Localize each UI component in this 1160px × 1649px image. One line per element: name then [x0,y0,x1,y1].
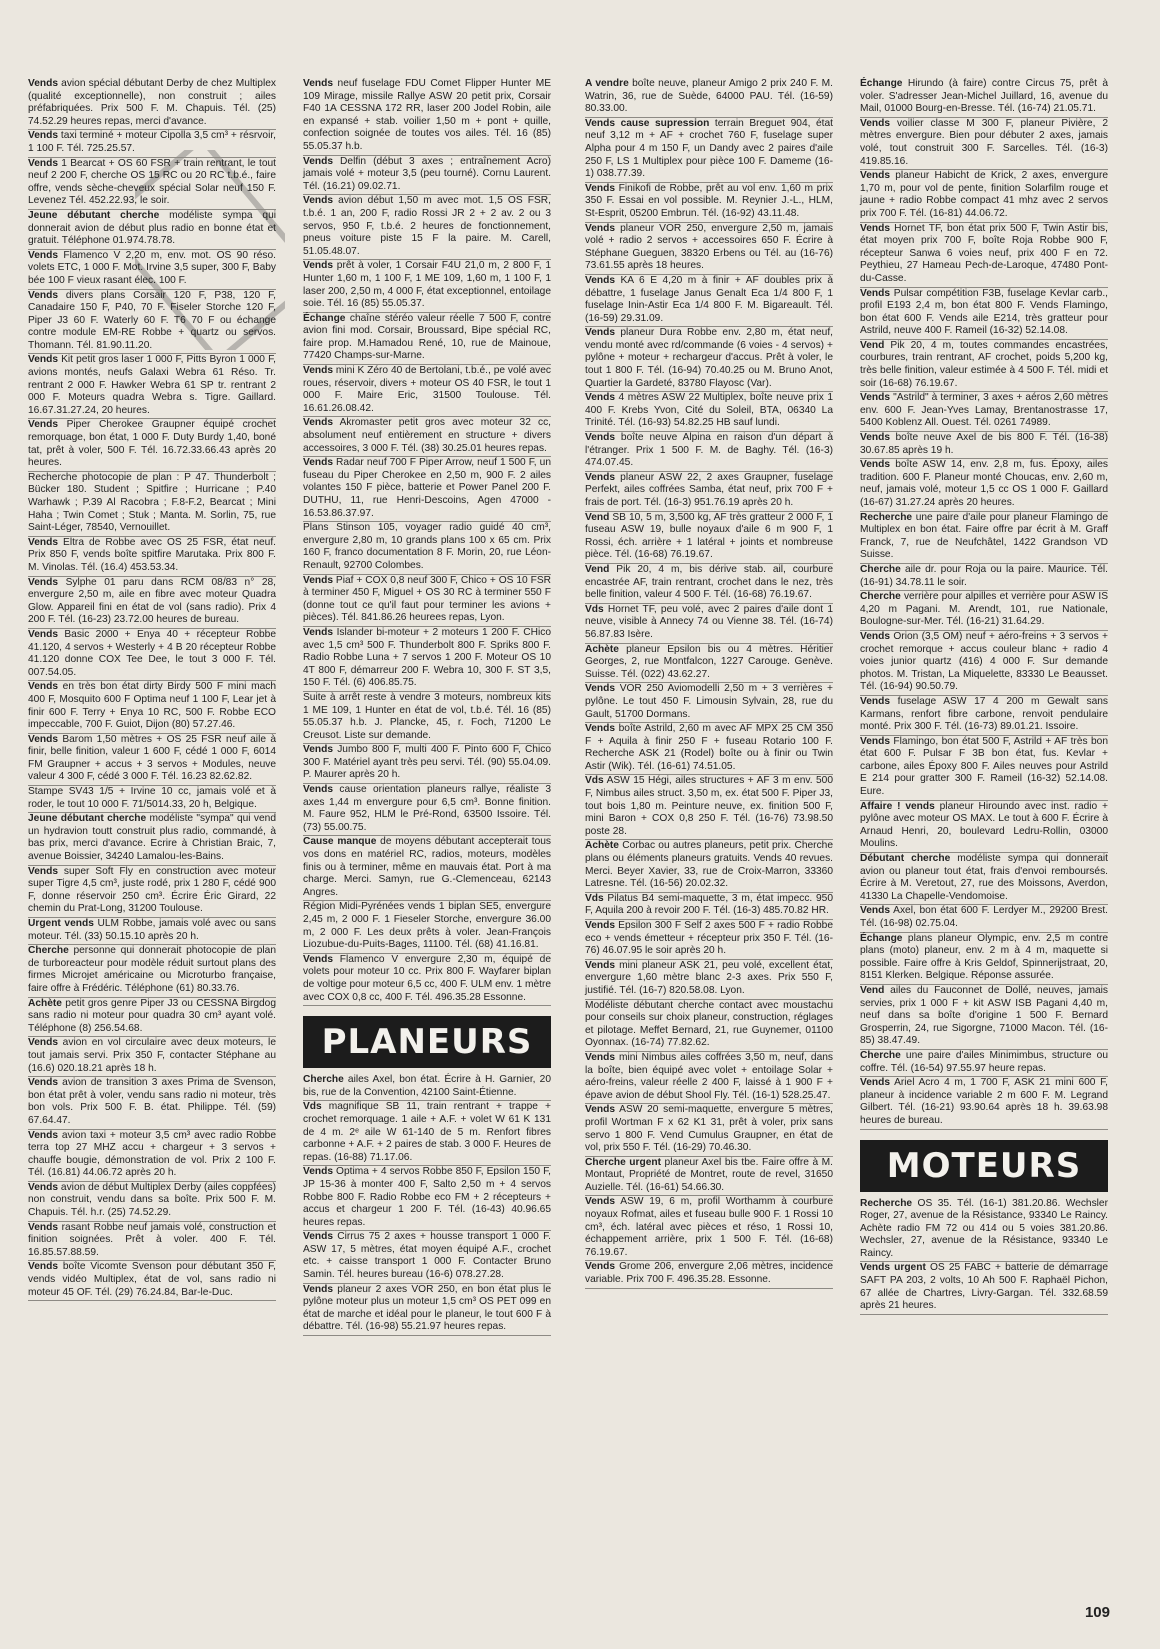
ad-keyword: Vends [28,289,59,301]
classified-ad [860,985,1108,1050]
classified-ad [585,392,833,432]
ad-text: VOR 250 Aviomodelli 2,50 m + 3 verrières + pylône. Le tout 450 F. Limousin Sylvain, 28, rue du Gault, 51700 Dormans. [585,683,833,720]
classified-ad [585,1104,833,1156]
ad-keyword: Vends [860,222,891,234]
ad-keyword: Vends [860,459,891,471]
classified-ad [585,472,833,512]
ad-keyword: Vends [28,354,59,366]
ad-keyword: Vend [585,563,610,575]
ad-text: boîte Vicomte Svenson pour débutant 350 F, vends vidéo Multiplex, état de vol, sans radio ni moteur 45 OF. Tél. (29) 76.24.84, Bar-le-Duc. [28,1261,276,1298]
ad-text: aile dr. pour Roja ou la paire. Maurice. Tél. (16-91) 34.78.11 le soir. [860,563,1108,588]
column-3 [585,78,833,1289]
ad-text: boîte Astrild, 2,60 m avec AF MPX 25 CM 350 F + Aquila à finir 250 F + fuseau Rotario 100 F. Recherche ASK 21 (Rodel) boîte ou à finir ou Twin Astir (Wik). Tél. (16-61) 74.51.05. [585,723,833,772]
ad-text: mini K Zéro 40 de Bertolani, t.b.é., pe volé avec roues, réservoir, divers + moteur OS 40 FSR, le tout 1 000 F. Maire Eric, 31500 Toulouse. Tél. 16.61.26.08.42. [303,365,551,414]
ad-keyword: Vends [303,78,334,89]
ad-text: plans planeur Olympic, env. 2,5 m contre plans (moto) planeur, env. 2 m à 4 m, maquette si possible. Faire offre à Kris Geldof, Spinnerijstraat, 20, 8151 Klerken. Belgique. Réponse assurée. [860,932,1108,982]
column-1 [28,78,276,1301]
ad-keyword: Vends [585,274,616,286]
ad-keyword: Vends [585,1104,616,1116]
classified-ad [860,118,1108,170]
ad-text: ASW 15 Hégi, ailes structures + AF 3 m env. 500 F, Nimbus ailes struct. 3,50 m, ex. état 500 F. Piper J3, tout bois 1,80 m. Peinture neuve, ex. finition 500 F, mini Baron + COX 0,8 250 F. Tél. (16-76) 73.98.50 poste 28. [585,775,833,837]
ad-text: terrain Breguet 904, état neuf 3,12 m + AF + crochet 760 F, fuselage super Alpha pour 4 m 150 F, un Dandy avec 2 paires d'aile 250 F, LS 1 Multiplex pour pièce 100 F. Dameme (16-1) 038.77.39. [585,117,833,180]
ad-text: Pulsar compétition F3B, fuselage Kevlar carb., profil E193 2,4 m, bon état 800 F. Vends Flamingo, bon état 600 F. Vends aile E214, très gratteur pour Astrild, neuve 400 F. Rameil (16-32) 52.14.08. [860,287,1108,337]
ad-text: Corbac ou autres planeurs, petit prix. Cherche plans ou éléments planeurs gratuits. Vends 40 revues. Merci. Beyer Xavier, 33, rue de Croix-Marron, 33360 Latresne. Tél. (16-56) 20.02.32. [585,840,833,890]
ad-text: mini planeur ASK 21, peu volé, excellent état, envergure 1,60 mètre blanc 2-3 axes. Prix 550 F, justifié. Tél. (16-7) 820.58.08. Lyon. [585,959,833,996]
ad-keyword: Vends [585,182,616,194]
ad-keyword: Vends [585,1261,616,1273]
classified-ad [860,340,1108,392]
ad-keyword: Vends [585,683,616,695]
ad-keyword: Vends [860,287,891,299]
classified-ad [585,683,833,723]
classified-ad [28,918,276,945]
ad-text: chaîne stéréo valeur réelle 7 500 F, contre avion fini mod. Corsair, Broussard, Bipe spécial RC, faire prop. M.Hamadou René, 10, rue de Mainoue, 77420 Champs-sur-Marne. [303,312,551,362]
classified-ad [585,432,833,472]
ad-text: divers plans Corsair 120 F, P38, 120 F, Canadaire 150 F, P40, 70 F. Fiseler Storche 120 F, Piper J3 60 F. Waterly 60 F. T6 70 F ou échange contre module EM-RE Robbe + quartz ou servos. Thomann. Tél. 81.90.11.20. [28,289,276,351]
ad-text: planeur VOR 250, envergure 2,50 m, jamais volé + radio 2 servos + accessoires 650 F. Écrire à Stéphane Gueguen, 38320 Erbens ou Tél. au (16-76) 73.61.55 après 18 heures. [585,222,833,272]
ad-text: modéliste sympa qui donnerait avion ou planeur tout état, frais d'envoi remboursés. Écrire à M. Veretout, 27, rue des Moissons, Averdon, 41330 La Chapelle-Vendomoise. [860,853,1108,902]
ad-text: Suite à arrêt reste à vendre 3 moteurs, nombreux kits 1 ME 109, 1 Hunter en état de vol, t.b.é. Tél. 16 (85) 55.05.37 h.b. J. Plancke, 45, r. Foch, 71200 Le Creusot. Liste sur demande. [303,691,551,741]
ad-keyword: Échange [303,312,346,324]
classified-ad [860,432,1108,459]
ad-text: Piaf + COX 0,8 neuf 300 F, Chico + OS 10 FSR à terminer 450 F, Miguel + OS 30 RC à terminer 550 F (donne tout ce qu'il faut pour terminer les avions + pièces). Tél. 841.86.26 heurees repas, Lyon. [303,574,551,624]
ad-text: rasant Robbe neuf jamais volé, construction et finition soignées. Prêt à voler. 400 F. Tél. 16.85.57.88.59. [28,1221,276,1258]
ad-text: cause orientation planeurs rallye, réaliste 3 axes 1,44 m envergure pour 6,5 cm³. Bonne finition. M. Faure 952, HLM le Pré-Rond, 63500 Issoire. Tél. (73) 55.00.75. [303,784,551,833]
ad-keyword: Vends [28,681,59,693]
ad-keyword: Échange [860,932,903,944]
ad-keyword: Vends [303,1231,334,1243]
classified-ad [585,512,833,564]
ad-text: planeur Habicht de Krick, 2 axes, envergure 1,70 m, pour vol de pente, finition Solarfilm rouge et jaune + radio Robbe compact 41 mhz avec 2 servos prix 700 F. Tél. (16-81) 44.06.72. [860,170,1108,219]
ad-keyword: Jeune débutant cherche [28,209,160,221]
ad-keyword: Vends [28,130,59,142]
classified-ad [28,1130,276,1182]
ad-keyword: Vends [303,744,334,756]
classified-ad [303,784,551,836]
ad-text: de moyens débutant accepterait tous vos dons en matériel RC, radios, moteurs, modèles finis ou à terminer, même en mauvais état. Port à ma charge. Merci. Samyn, rue G.-Clemenceau, 62143 Angres. [303,836,551,898]
ad-text: neuf fuselage FDU Comet Flipper Hunter ME 109 Mirage, missile Rallye ASW 20 petit prix, Corsair F40 1A CESSNA 172 RR, laser 200 Jodel Robin, aile en expansé + stab. voilier 1,50 m + pont + quille, confection soignée de toutes vos ailes. Tél. 16 (85) 55.05.37 h.b. [303,78,551,152]
ad-text: Cirrus 75 2 axes + housse transport 1 000 F. ASW 17, 5 mètres, état moyen équipé A.F., crochet etc. + caisse transport 1 000 F. Contacter Bruno Samin. Tél. heures bureau (16-6) 078.27.28. [303,1231,551,1281]
classified-ad [28,1182,276,1222]
classified-ad [303,575,551,627]
classified-ad [28,537,276,577]
ad-text: Grome 206, envergure 2,06 mètres, incidence variable. Prix 700 F. 496.35.28. Essonne. [585,1261,833,1286]
ad-text: Akromaster petit gros avec moteur 32 cc, absolument neuf entièrement en structure + divers accessoires, 3 000 F. Tél. (38) 30.25.01 heures repas. [303,417,551,454]
classified-ad [28,813,276,865]
ad-text: une paire d'aile pour planeur Flamingo de Multiplex en bon état. Faire offre par écrit à M. Graff Franck, 7, rue de Neufchâtel, 1422 Grandson VD Suisse. [860,511,1108,561]
ad-keyword: Vends [28,536,59,548]
ad-text: Hornet TF, bon état prix 500 F, Twin Astir bis, état moyen prix 700 F, boîte Roja Robbe 900 F, récepteur Sanwa 6 voies neuf, prix 400 F en 72. Peythieu, 27 Hameau Pech-de-Laroque, 47480 Pont-du-Casse. [860,222,1108,284]
ad-text: ULM Robbe, jamais volé avec ou sans moteur. Tél. (33) 50.15.10 après 20 h. [28,918,277,942]
classified-ad [860,223,1108,288]
classified-ad [860,853,1108,905]
classified-ad [303,836,551,901]
ad-text: super Soft Fly en construction avec moteur super Tigre 4,5 cm³, juste rodé, prix 1 280 F, cédé 900 F, donne réservoir 250 cm³. Écrire Éric Girard, 22 chemin du Prat-Long, 31200 Toulouse. [28,865,276,915]
ad-keyword: Vends [860,432,891,444]
ad-keyword: Vends [28,576,59,588]
classified-ad [303,156,551,196]
classified-ad [860,591,1108,631]
classified-ad [28,290,276,355]
classified-ad [28,78,276,130]
ad-keyword: Vends [303,784,334,796]
ad-keyword: Achète [28,997,62,1009]
classified-ad [303,195,551,260]
ad-text: taxi terminé + moteur Cipolla 3,5 cm³ + résrvoir, 1 100 F. Tél. 725.25.57. [28,130,276,154]
ad-text: verrière pour alpilles et verrière pour ASW IS 4,20 m Pagani. M. Arendt, 101, rue Nationale, Boulogne-sur-Mer. Tél. (16-21) 31.64.29. [860,591,1108,628]
ad-text: Kit petit gros laser 1 000 F, Pitts Byron 1 000 F, avions montés, neufs Galaxi Webra 61 Réso. Tr. rentrant 2 000 F. Hawker Webra 61 SP tr. rentrant 2 000 F. Moteurs quadra Webra s. Tigre. Gaillard. 16.67.31.27.24, 20 heures. [28,354,276,416]
ad-keyword: Vends [303,417,334,429]
ad-keyword: Vends [585,959,616,971]
ad-keyword: Recherche [860,511,913,523]
ad-text: Hirundo (à faire) contre Circus 75, prêt à voler. S'adresser Jean-Michel Juillard, 16, avenue du Mail, 01000 Bourg-en-Bresse. Tél. (16-74) 21.05.71. [860,78,1108,115]
ad-keyword: Vends [860,392,891,404]
ad-text: Modéliste débutant cherche contact avec moustachu pour conseils sur choix planeur, construction, réglages et pilotage. Meffet Bernard, 21, rue Guynemer, 01100 Oyonnax. (16-74) 77.82.62. [585,999,833,1049]
classified-ad [585,1052,833,1104]
classified-ad [585,893,833,920]
classified-ad [28,1222,276,1262]
ad-keyword: Vend [585,511,610,523]
classified-ad [303,522,551,574]
ad-keyword: Vends [860,905,891,917]
ad-text: 1 Bearcat + OS 60 FSR + train rentrant, le tout neuf 2 200 F, cherche OS 15 RC ou 20 RC t.b.é., faire offre, vends sèche-cheveux spécial Solar neuf 150 F. Levenez Tél. 452.22.93, le soir. [28,157,276,207]
ad-text: Finikofi de Robbe, prêt au vol env. 1,60 m prix 350 F. Essai en vol possible. M. Reynier J.-L., HLM, St-Esprit, 05200 Embrun. Tél. (16-92) 43.11.48. [585,182,833,219]
classified-ad [28,158,276,210]
classified-ad [303,901,551,953]
ad-text: boîte neuve, planeur Amigo 2 prix 240 F. M. Watrin, 36, rue de Suède, 64000 PAU. Tél. (16-59) 80.33.00. [585,78,833,115]
classified-ad [303,1074,551,1101]
classified-ad [28,130,276,157]
ad-keyword: Vends [585,920,616,931]
classified-ad [28,629,276,681]
classified-ad [28,786,276,813]
classified-ad [28,998,276,1038]
ad-keyword: Échange [860,78,903,89]
classified-ad [585,564,833,604]
ad-text: ASW 20 semi-maquette, envergure 5 mètres, profil Wortman F x 62 K1 31, prêt à voler, prix sans servo 1 800 F. Vend Cumulus Graupner, en état de vol, prix 550 F. Tél. (16-29) 70.46.30. [585,1104,833,1154]
section-heading: PLANEURS [303,1016,551,1068]
ad-text: planeur Hiroundo avec inst. radio + pylône avec moteur OS MAX. Le tout à 600 F. Écrire à Arnaud Henri, 20, boulevard Ledru-Rollin, 03000 Moulins. [860,800,1108,850]
ad-text: Pik 20, 4 m, toutes commandes encastrées, courbures, train rentrant, AF crochet, poids 5,200 kg, très belle finition, valeur estimée à 4 500 F. Tél. midi et soir (16-68) 76.19.67. [860,339,1108,389]
ad-keyword: Vends [860,170,891,182]
ad-keyword: Vend [860,984,885,996]
classified-ad [28,419,276,471]
ad-keyword: Vends [28,249,59,261]
ad-text: avion de transition 3 axes Prima de Svenson, bon état prêt à voler, vendu sans radio ni moteur, très bon vols. Prix 500 F. B. état. Philippe. Tél. (59) 67.64.47. [28,1077,276,1126]
ad-keyword: Vends [585,432,616,444]
ad-keyword: Vends cause supression [585,117,710,129]
ad-text: OS 35. Tél. (16-1) 381.20.86. Wechsler Roger, 27, avenue de la Résistance, 93340 Le Raincy. Achète radio FM 72 ou 414 ou 5 voies 381.20.86. Wechsler, 27, avenue de la Résistance, 93340 Le Raincy. [860,1197,1108,1259]
ad-keyword: Vends [303,155,334,167]
ad-keyword: Vends [303,365,334,377]
ad-text: une paire d'ailes Minimimbus, structure ou coffre. Tél. (16-54) 97.55.97 heure repas. [860,1049,1108,1074]
ad-text: Delfin (début 3 axes ; entraînement Acro) jamais volé + moteur 3,5 (peu tourné). Cornu Laurent. Tél. (16.21) 09.02.71. [303,155,551,192]
ad-text: OS 25 FABC + batterie de démarrage SAFT PA 203, 2 volts, 10 Ah 500 F. Raphaël Pichon, 67 allée de Chartres, Livry-Gargan. Tél. 332.68.59 après 21 heures. [860,1262,1108,1312]
ad-keyword: Vends [28,1129,59,1141]
ad-text: Radar neuf 700 F Piper Arrow, neuf 1 500 F, un fuseau du Piper Cherokee en 2,50 m, 900 F. 2 ailes volantes 150 F pièce, batterie et Power Panel 200 F. DUTHU, 11, rue Henri-Descoins, Agen 47000 - 16.53.86.37.97. [303,457,551,519]
ad-keyword: Vends [303,260,334,272]
ad-keyword: Achète [585,643,619,655]
ad-text: planeur Axel bis tbe. Faire offre à M. Montaut, Propriété de Montret, route de revel, 31650 Auzielle. Tél. (16-61) 54.66.30. [585,1156,833,1193]
classified-ad [585,723,833,775]
classified-ad [28,1077,276,1129]
ad-text: ailes du Fauconnet de Dollé, neuves, jamais servies, prix 1 000 F + kit ASW ISB Pagani 4,40 m, neuf dans sa boîte d'origine 1 500 F. Bernard Grosperrin, 24, rue Sigorgne, 71000 Macon. Tél. (16-85) 38.47.49. [860,984,1108,1047]
ad-text: Orion (3,5 OM) neuf + aéro-freins + 3 servos + crochet remorque + accus couleur blanc + radio 4 voies junior quartz (416) 4 000 F. Sur demande photos. M. Tristan, La Miquelette, 83330 Le Beausset. Tél. (16-94) 90.50.79. [860,630,1108,693]
ad-text: ailes Axel, bon état. Écrire à H. Garnier, 20 bis, rue de la Convention, 42100 Saint-Étienne. [303,1074,551,1098]
ad-text: Pilatus B4 semi-maquette, 3 m, état impecc. 950 F, Aquila 200 à revoir 200 F. Tél. (16-3) 485.70.82 HR. [585,892,833,917]
classified-ad [28,472,276,537]
ad-keyword: Vends [28,1037,59,1049]
classified-ad [303,457,551,522]
classified-ad [28,250,276,290]
ad-keyword: Cherche [860,563,901,575]
ad-text: Ariel Acro 4 m, 1 700 F, ASK 21 mini 600 F, planeur à incidence variable 2 m 600 F. M. Legrand Gilbert. Tél. (16-21) 93.90.64 après 18 h. 39.63.98 heures de bureau. [860,1077,1108,1126]
ad-keyword: Vend [860,339,885,351]
classified-ad [303,954,551,1006]
ad-text: Islander bi-moteur + 2 moteurs 1 200 F. CHico avec 1,5 cm³ 500 F. Thunderbolt 800 F. Spriks 800 F. Radio Robbe Luna + 7 servos 1 200 F. Moteur OS 10 4T 800 F, démarreur 200 F. Webra 10, 300 F. ST 3,5, 150 F. Tél. (6) 406.85.75. [303,626,551,689]
ad-text: prêt à voler, 1 Corsair F4U 21,0 m, 2 800 F, 1 Hunter 1,60 m, 1 100 F, 1 ME 109, 1,60 m, 1 100 F, 1 laser 200, 2,50 m, 4 000 F, état exceptionnel, entoilage soie. Tél. 16 (85) 55.05.37. [303,260,551,310]
classified-ad [585,1196,833,1261]
classified-ad [860,1050,1108,1077]
classified-ad [860,288,1108,340]
ad-keyword: Vds [585,603,604,615]
ad-keyword: Vends [585,471,616,483]
ad-keyword: Jeune débutant cherche [28,813,147,825]
ad-text: modéliste "sympa" qui vend un hydravion toutt construit plus radio, commandé, à bas prix, merci d'avance. Ecrire à Christian Braic, 7, avenue Boissier, 34240 Lamalou-les-Bains. [28,813,276,863]
classified-ad [860,696,1108,736]
classified-ad [585,920,833,960]
ad-text: avion début 1,50 m avec mot. 1,5 OS FSR, t.b.é. 1 an, 200 F, radio Rossi JR 2 + 2 av. 2 ou 3 servos, 950 F, t.b.é. 2 heures de fonctionnement, pneus voiture piste 15 F la paire. M. Carell, 51.05.48.07. [303,195,551,257]
ad-text: avion taxi + moteur 3,5 cm³ avec radio Robbe terra top 27 MHZ accu + chargeur + 3 servos + chauffe bougie, démonstration de vol. Prix 2 100 F. Tél. (16.81) 44.06.72 après 20 h. [28,1129,276,1179]
ad-keyword: Vends [585,1051,616,1063]
ad-keyword: Achète [585,840,619,852]
classified-ad [303,365,551,417]
classified-ad [585,840,833,892]
ad-text: Pik 20, 4 m, bis dérive stab. ail, courbure encastrée AF, train rentrant, crochet dans le nez, très belle finition, valeur 4 500 F. Tél. (16-68) 76.19.67. [585,563,833,601]
classified-ad [585,118,833,183]
ad-text: personne qui donnerait photocopie de plan de turboreacteur pour modèle réduit surtout plans des firmes Microjet américaine ou Microturbo française, faire offre à Frédéric. Téléphone (61) 80.33.76. [28,945,276,994]
classified-ad [860,905,1108,932]
ad-text: "Astrild" à terminer, 3 axes + aéros 2,60 mètres env. 600 F. Jean-Yves Lamay, Brentanostrasse 17, 5400 Koblenz All. Ouest. Tél. 0261 74989. [860,392,1108,429]
ad-keyword: Vends [28,1181,59,1193]
classified-ad [28,354,276,419]
ad-keyword: Vends urgent [860,1262,926,1274]
classified-ad [585,183,833,223]
ad-keyword: Cherche [860,1049,901,1061]
ad-keyword: Vends [585,723,616,735]
ad-text: Stampe SV43 1/5 + Irvine 10 cc, jamais volé et à roder, le tout 10 000 F. 71/5014.33, 20 h, Belgique. [28,786,276,810]
ad-text: Flamenco V 2,20 m, env. mot. OS 90 réso. volets ETC, 1 000 F. Mot. Irvine 3,5 super, 300 F, Baby bée 100 F vieux rasant élec. 100 F. [28,249,276,286]
ad-text: Axel, bon état 600 F. Lerdyer M., 29200 Brest. Tél. (16-98) 02.75.04. [860,905,1108,929]
classified-ad [860,1077,1108,1129]
ad-text: petit gros genre Piper J3 ou CESSNA Birgdog sans radio ni moteur pour quadra 30 cm³ ayant volé. Téléphone (8) 256.54.68. [28,997,276,1034]
ad-keyword: Vends [585,222,616,234]
ad-text: avion de début Multiplex Derby (ailes coppfées) non construit, vendu dans sa boîte. Prix 500 F. M. Chapuis. Tél. h.r. (25) 74.52.29. [28,1181,276,1219]
ad-keyword: Vds [585,892,604,904]
classified-ad [860,564,1108,591]
ad-keyword: Vends [28,1261,59,1273]
classified-ad [303,744,551,784]
classified-ad [585,275,833,327]
ad-keyword: Vends [303,195,334,207]
ad-text: Optima + 4 servos Robbe 850 F, Epsilon 150 F, JP 15-36 à monter 400 F, Salto 2,50 m + 4 servos Robbe 800 F. Radio Robbe eco FM + 2 récepteurs + accus et chargeur 1 200 F. Tél. (16-43) 40.96.65 heures repas. [303,1166,551,1228]
classified-ad [28,866,276,918]
ad-text: avion en vol circulaire avec deux moteurs, le tout jamais servi. Prix 350 F, contacter Stéphane au (16.6) 020.18.21 après 18 h. [28,1037,276,1074]
classified-ad [860,1198,1108,1263]
classified-ad [28,945,276,997]
ad-keyword: Cherche [860,591,901,603]
classified-ad [303,692,551,744]
ad-text: Sylphe 01 paru dans RCM 08/83 n° 28, envergure 2,50 m, aile en fibre avec moteur Quadra Glow. Appareil fini en état de vol (sans radio). Prix 4 200 F. Tél. (16-23) 23.72.00 heures de bureau. [28,576,276,626]
classified-ad [860,801,1108,853]
ad-keyword: Vds [303,1101,322,1113]
ad-keyword: Cherche [28,945,69,957]
classified-ad [585,1000,833,1052]
classified-ad [585,644,833,684]
ad-text: mini Nimbus ailes coffrées 3,50 m, neuf, dans la boîte, bien équipé avec volet + entoilage Solar + aéro-freins, valeur réelle 2 400 F, laissé à 1 900 F + épave avion de début Shool Fly. Tél. (16-1) 528.25.47. [585,1051,833,1101]
classified-ad [860,459,1108,511]
ad-text: planeur Epsilon bis ou 4 mètres. Héritier Georges, 2, rue Montfalcon, 1227 Carouge. Genève. Suisse. Tél. (022) 43.62.27. [585,643,833,680]
ad-keyword: Vends [28,628,59,640]
ad-text: en très bon état dirty Birdy 500 F mini mach 400 F, Mosquito 600 F Optima neuf 1 100 F, Lear jet à finir 600 F. Terry + Enya 10 RC, 500 F. Robbe ECO impeccable, 700 F. Guiot, Dijon (80) 57.27.46. [28,681,276,731]
ad-text: Hornet TF, peu volé, avec 2 paires d'aile dont 1 neuve, visible à Annecy 74 ou Vienne 38. Tél. (16-74) 56.87.83 Isère. [585,603,833,640]
ad-keyword: Vends [28,1221,59,1233]
ad-text: Piper Cherokee Graupner équipé crochet remorquage, bon état, 1 000 F. Duty Burdy 1,40, boné tat, prêt à voler, 500 F. Tél. 16.72.33.66.43 après 20 heures. [28,419,276,469]
classified-ad [860,78,1108,118]
ad-keyword: Vends [585,1196,616,1208]
ad-keyword: Vends [28,419,59,431]
ad-text: SB 10, 5 m, 3,500 kg, AF très gratteur 2 000 F, 1 fuseau ASW 19, bulle noyaux d'aile 6 m 900 F, 1 Rossi, éch. arrière + 1 latéral + joints et nombreuse pièce. Tél. (16-68) 76.19.67. [585,511,833,561]
ad-keyword: Vends [303,953,334,965]
classified-ad [585,327,833,392]
ad-text: magnifique SB 11, train rentrant + trappe + crochet remorquage. 1 aile + A.F. + volet W 61 K 131 de 4 m. 2ᵉ aile W 61-140 de 5 m. Renfort fibres carbonne + A.F. + 2 paires de stab. 3 000 F. Heures de repas. (16-88) 71.17.06. [303,1101,551,1163]
ad-text: planeur ASW 22, 2 axes Graupner, fuselage Perfekt, ailes coffrées Samba, état neuf, prix 700 F + frais de port. Tél. (16-3) 951.76.19 après 20 h. [585,471,833,508]
classified-ad [860,512,1108,564]
ad-text: Eltra de Robbe avec OS 25 FSR, état neuf. Prix 850 F, vends boîte spitfire Marutaka. Prix 800 F. M. Vinolas. Tél. (16.4) 453.53.34. [28,536,276,573]
ad-keyword: Vends [860,695,891,707]
ad-text: Région Midi-Pyrénées vends 1 biplan SE5, envergure 2,45 m, 2 000 F. 1 Fieseler Storche, envergure 36.00 m, 2 000 F. Les deux prêts à voler. Jean-François Liozubue-du-Puits-Bages, 11100. Tél. (68) 41.16.81. [303,901,551,951]
ad-text: planeur Dura Robbe env. 2,80 m, état neuf, vendu monté avec rd/commande (6 voies - 4 servos) + pylône + moteur + rechargeur d'accus. Prêt à voler, le tout 1 800 F. Tél. (16-94) 70.40.25 ou M. Bruno Anot, Quartier la Gardeté, 83780 Flayosc (Var). [585,327,833,389]
ad-keyword: Recherche [860,1197,913,1209]
classified-ad [28,1261,276,1301]
ad-text: Flamingo, bon état 500 F, Astrild + AF très bon état 600 F. Pulsar F 3B bon état, fus. Kevlar + carbone, ailes Époxy 800 F. Ailes neuves pour Astrild E 214 pour gratter 300 F. Rameil (16-32) 52.14.08. Eure. [860,735,1108,798]
ad-text: Jumbo 800 F, multi 400 F. Pinto 600 F, Chico 300 F. Matériel ayant très peu servi. Tél. (90) 55.04.09. P. Maurer après 20 h. [303,744,551,781]
section-heading: MOTEURS [860,1140,1108,1192]
ad-keyword: Vends [860,117,891,129]
ad-keyword: Vends [28,78,59,89]
classified-ad [860,736,1108,801]
ad-keyword: Vds [585,775,604,787]
classified-ad [303,313,551,365]
ad-text: Epsilon 300 F Self 2 axes 500 F + radio Robbe eco + vends émetteur + récepteur prix 350 F. Tél. (16-76) 46.07.95 le soir après 20 h. [585,920,833,957]
ad-text: Barom 1,50 mètres + OS 25 FSR neuf aile à finir, belle finition, valeur 1 600 F, cédé 1 000 F, 6014 FM Graupner + accus + 3 servos + Modules, neuve valeur 4 300 F, cédé 3 000 F. Tél. 16.23 82.62.82. [28,733,276,783]
ad-keyword: Vends [303,626,334,638]
ad-text: Recherche photocopie de plan : P 47. Thunderbolt ; Bücker 180. Student ; Spitfire ; Hurricane ; P.40 Warhawk ; P.39 Al Racobra ; F.8-F.2, Bearcat ; Mini Haha ; Twin Comet ; Stuk ; Manta. M. Sorlin, 75, rue Saint-Léger, 78540, Vernouillet. [28,471,276,534]
classified-ad [860,170,1108,222]
classified-ad [585,960,833,1000]
ad-keyword: Cherche [303,1074,344,1086]
classified-ad [585,604,833,644]
classified-ad [860,392,1108,432]
ad-text: ASW 19, 6 m, profil Worthamm à courbure noyaux Rofmat, ailes et fuseau bulle 900 F. 1 Rossi 10 cm³, éch. latéral avec pièces et réso, 1 Rossi 10, échappement arrière, prix 1 500 F. Tél. (16-68) 76.19.67. [585,1196,833,1258]
ad-keyword: Vends [303,574,334,586]
ad-keyword: Vends [303,457,334,469]
column-2 [303,78,551,1336]
ad-keyword: A vendre [585,78,629,89]
classified-ad [28,681,276,733]
ad-text: voilier classe M 300 F, planeur Pivière, 2 mètres envergure. Bien pour débuter 2 axes, jamais volé, tout construit 300 F. Sarcelles. Tél. (16-3) 419.85.16. [860,117,1108,167]
ad-keyword: Urgent vends [28,918,94,929]
ad-text: boîte ASW 14, env. 2,8 m, fus. Époxy, ailes tradition. 600 F. Planeur monté Choucas, env. 2,60 m, neuf, jamais volé, moteur 1,5 cc OS 1 000 F. Gaillard (16-67) 31.27.24 après 20 heures. [860,459,1108,508]
ad-keyword: Débutant cherche [860,853,951,865]
ad-text: planeur 2 axes VOR 250, en bon état plus le pylône moteur plus un moteur 1,5 cm³ OS PET 099 en état de marche et idéal pour le planeur, le tout 600 F à débattre. Tél. (16-98) 55.21.97 heures repas. [303,1283,551,1333]
classified-ad [860,631,1108,696]
ad-text: boîte neuve Axel de bis 800 F. Tél. (16-38) 30.67.85 après 19 h. [860,432,1108,456]
column-4 [860,78,1108,1315]
classified-ad [303,1101,551,1166]
page-number: 109 [1084,1604,1110,1621]
classified-ad [303,627,551,692]
ad-keyword: Vends [303,1166,334,1178]
classified-ad [303,417,551,457]
ad-text: avion spécial débutant Derby de chez Multiplex (qualité exceptionnelle), non construit ; ailes préfabriquées. Prix 500 F. M. Chapuis. Tél. (25) 74.52.29 heures repas, merci d'avance. [28,78,276,127]
ad-keyword: Vends [303,1283,334,1295]
ad-text: Basic 2000 + Enya 40 + récepteur Robbe 41.120, 4 servos + Westerly + 4 B 20 récepteur Robbe 41.120 donne COX Tee Dee, le tout 3 000 F. Tél. 007.54.05. [28,628,276,678]
classified-ad [860,933,1108,985]
ad-keyword: Vends [28,733,59,745]
classified-ad [28,734,276,786]
ad-keyword: Vends [28,865,59,877]
classified-ad [585,1157,833,1197]
ad-keyword: Vends [28,1077,59,1089]
classified-ad [585,775,833,840]
classified-ad [303,1231,551,1283]
ad-text: Plans Stinson 105, voyager radio guidé 40 cm³, envergure 2,80 m, 10 grands plans 100 x 65 cm. Prix 160 F, franco documentation 8 F. Morin, 20, rue Léon-Renault, 92700 Colombes. [303,522,551,571]
ad-text: modéliste sympa qui donnerait avion de début plus radio en bonne état et gratuit. Téléphone 01.974.78.78. [28,209,276,247]
classified-ad [585,1261,833,1288]
ad-keyword: Vends [585,327,616,339]
classified-ad [303,1284,551,1336]
ad-keyword: Vends [860,1077,891,1089]
ad-text: KA 6 E 4,20 m à finir + AF doubles prix à débattre, 1 fuselage Janus Genalt Eca 1/4 800 F, 1 fuselage Inin-Astir Eca 1/4 800 F. M. Bigareault. Tél. (16-59) 29.31.09. [585,274,833,324]
ad-text: boîte neuve Alpina en raison d'un départ à l'étranger. Prix 1 500 F. M. de Baghy. Tél. (16-3) 474.07.45. [585,432,833,469]
classified-ad [860,1262,1108,1314]
ad-keyword: Vends [28,157,59,169]
classified-ad [585,78,833,118]
classified-ad [28,210,276,250]
ad-keyword: Vends [585,392,616,404]
ad-keyword: Affaire ! vends [860,800,935,812]
ad-keyword: Vends [860,735,891,747]
classified-ad [28,1037,276,1077]
classified-ad [303,1166,551,1231]
classified-ad [303,78,551,156]
classified-ad [303,260,551,312]
classified-ad [28,577,276,629]
ad-keyword: Vends [860,630,891,642]
ad-text: Flamenco V envergure 2,30 m, équipé de volets pour moteur 10 cc. Prix 800 F. Wayfarer biplan de voltige pour moteur 6,5 cc, 400 F. ULM env. 1 mètre avec COX 0,8 cc, 400 F. Tél. 496.35.28 Essonne. [303,953,551,1003]
classified-ad [585,223,833,275]
ad-text: fuselage ASW 17 4 200 m Gewalt sans Karmans, renfort fibre carbone, renvoit pendulaire monté. Prix 300 F. Tél. (16-73) 89.01.21. Issoire. [860,695,1108,733]
ad-keyword: Cause manque [303,836,377,848]
ad-text: 4 mètres ASW 22 Multiplex, boîte neuve prix 1 400 F. Krebs Yvon, Cité du Soleil, BTA, 06340 La Trinité. Tél. (16-93) 54.82.25 HB sauf lundi. [585,392,833,429]
ad-keyword: Cherche urgent [585,1156,661,1168]
